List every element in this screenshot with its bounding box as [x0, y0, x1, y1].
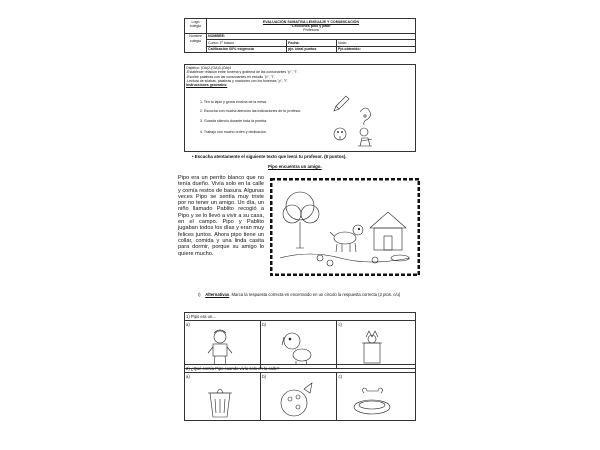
instruction-item: 4. Trabajo con mucho orden y dedicación. [200, 130, 267, 134]
logo-cell: Logo colegio [185, 19, 207, 34]
grading-scale: Calificación 60% exigencia [207, 46, 287, 52]
question-1-table [184, 312, 416, 369]
alternatives-label: Alternativas [205, 292, 230, 297]
exam-title: EVALUACIÓN SUMATIVA LENGUAJE Y COMUNICACIÓN [262, 19, 360, 24]
question-1-text: 1) Pipo era un… [185, 313, 416, 321]
house-icon [370, 212, 406, 250]
silence-face-icon [334, 128, 346, 140]
instructions-title: Instrucciones generales: [186, 83, 228, 88]
dog-food-bowl-icon [350, 379, 394, 419]
puppy-icon [276, 327, 316, 367]
school-name-cell: Nombre colegio [185, 33, 207, 52]
teacher-label: Profesora [303, 28, 319, 32]
ear-icon [360, 108, 371, 125]
tree-icon [283, 192, 319, 248]
question-1-option-c[interactable] [337, 321, 416, 369]
question-2-option-b[interactable] [261, 373, 337, 421]
listening-instruction [192, 154, 347, 159]
objective-line: -Establecer relación entre fonema y grafema de las consonantes "p", "l". [186, 70, 298, 75]
grade-field[interactable]: Nota: [337, 40, 416, 46]
story-text: Pipo era un perrito blanco que no tenía dueño. Vivía solo en la calle y comía restos de basura. Algunas veces Pipo se sentía muy triste por no tener un amigo. Un día, un niño llamado Pablito recogió a Pipo y se lo llevó a vivir a su casa, en el campo. Pipo y Pablito jugaban todos los días y eran muy felices juntos. Ahora pipo tiene un collar, comida y una linda casita para dormir, porque su amigo lo quiere mucho. [178, 175, 264, 257]
pencil-icon [334, 96, 349, 111]
objectives-box [184, 64, 416, 152]
objective-line: -Lectura de sílabas, palabras y oraciones con los fonemas "p", "l". [186, 78, 289, 83]
obtained-score-field[interactable]: Pje.obtenido: [337, 46, 416, 52]
date-field[interactable]: Fecha: [287, 40, 337, 46]
option-letter: a) [186, 374, 190, 379]
title-cell [207, 19, 416, 34]
boy-icon [200, 327, 240, 367]
question-2-option-c[interactable] [337, 373, 416, 421]
course-field: Curso: 1º básico [207, 40, 287, 46]
pizza-icon [276, 379, 316, 419]
exam-subtitle: "Lecciones pino y pato" [290, 23, 332, 28]
option-letter: c) [338, 322, 342, 327]
instruction-item: 2. Escucha con mucha atención las indicaciones de tu profesor. [200, 109, 302, 113]
question-1-option-b[interactable] [261, 321, 337, 369]
instruction-item: 1. Ten tu lápiz y goma encima de la mesa. [200, 100, 268, 104]
option-letter: b) [262, 374, 266, 379]
option-letter: c) [338, 374, 342, 379]
objectives-title: Objetivo: (OA)2-(OA)3-(OA)4 [186, 66, 232, 70]
instruction-illustrations [328, 94, 378, 152]
child-writing-icon [358, 128, 372, 146]
question-2-option-a[interactable] [185, 373, 261, 421]
ideal-score: pje. ideal puntos [287, 46, 337, 52]
bullet-icon: • [192, 154, 195, 159]
section-numeral: I) [198, 292, 201, 297]
student-name-field[interactable]: NOMBRE: [207, 33, 416, 39]
story-title: Pipo encuentra un amigo. [268, 164, 322, 169]
question-2-text: 2) ¿Qué comía Pipo cuando vivía solo en la calle? [185, 365, 416, 373]
exam-page [178, 16, 422, 436]
objective-line: -Escribir palabras con las consonantes en estudio "p", "l". [186, 74, 275, 79]
flowers-icon [280, 254, 410, 266]
listening-instruction-text: Escucha atentamente el siguiente texto que leerá tu profesor. (8 puntos). [194, 154, 347, 159]
option-letter: a) [186, 322, 190, 327]
story-illustration [270, 178, 420, 276]
question-1-option-a[interactable] [185, 321, 261, 369]
dog-bowl-icon [391, 255, 409, 261]
instruction-item: 3. Guarda silencio durante toda la prueba. [200, 119, 268, 123]
cat-with-trash-icon [352, 327, 392, 367]
alternatives-text: . Marca la respuesta correcta en encerrando en un círculo la respuesta correcta (2 ptos. c/u) [229, 292, 401, 297]
option-letter: b) [262, 322, 266, 327]
dog-icon [330, 225, 363, 252]
exam-header-table [184, 18, 416, 53]
alternatives-instruction [198, 292, 412, 297]
question-2-table [184, 364, 416, 421]
trash-can-icon [200, 379, 240, 419]
